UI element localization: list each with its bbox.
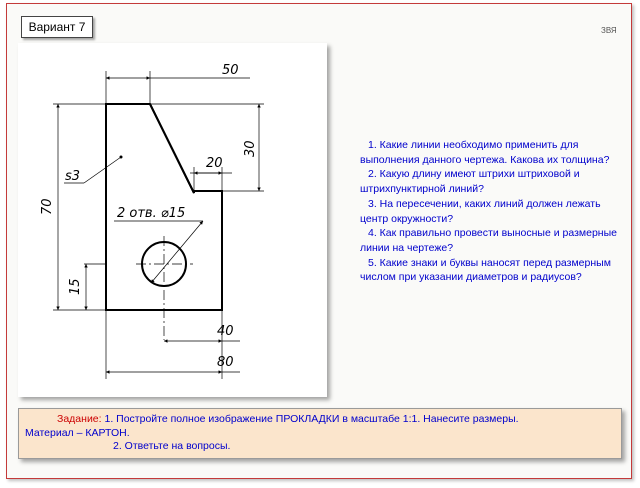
dim-text-80: 80 [217, 355, 234, 370]
questions-list [360, 138, 622, 285]
question-5: 5. Какие знаки и буквы наносят перед размерным числом при указании диаметров и радиусов? [360, 256, 611, 284]
corner-text: ЗВЯ [601, 26, 617, 35]
hole-leader [151, 221, 203, 283]
task-box [18, 408, 622, 459]
dim-text-20: 20 [206, 156, 223, 171]
dim-text-holes: 2 отв. ⌀15 [117, 206, 186, 221]
technical-drawing [18, 43, 327, 397]
question-1: 1. Какие линии необходимо применить для выполнения данного чертежа. Какова их толщина? [360, 139, 610, 166]
dim-text-50: 50 [222, 63, 239, 78]
dim-text-40: 40 [217, 324, 234, 339]
dim-text-15: 15 [68, 278, 83, 295]
gasket-drawing-svg [18, 43, 327, 397]
question-2: 2. Какую длину имеют штрихи штриховой и штрихпунктирной линий? [360, 168, 580, 196]
task-line-1: 1. Постройте полное изображение ПРОКЛАДКИ в масштабе 1:1. Нанесите размеры. [101, 413, 519, 425]
question-4: 4. Как правильно провести выносные и размерные линии на чертеже? [360, 227, 617, 254]
notch-top-line [150, 104, 194, 193]
variant-label: Вариант 7 [21, 16, 93, 38]
task-line-3: 2. Ответьте на вопросы. [113, 440, 231, 452]
dim-text-s3: s3 [65, 169, 81, 184]
dim-text-70: 70 [40, 198, 55, 215]
task-label: Задание: [57, 413, 102, 425]
task-line-2: Материал – КАРТОН. [25, 426, 130, 439]
question-3: 3. На пересечении, каких линий должен лежать центр окружности? [360, 197, 601, 225]
thickness-leader [84, 157, 121, 183]
dim-text-30: 30 [243, 140, 258, 157]
